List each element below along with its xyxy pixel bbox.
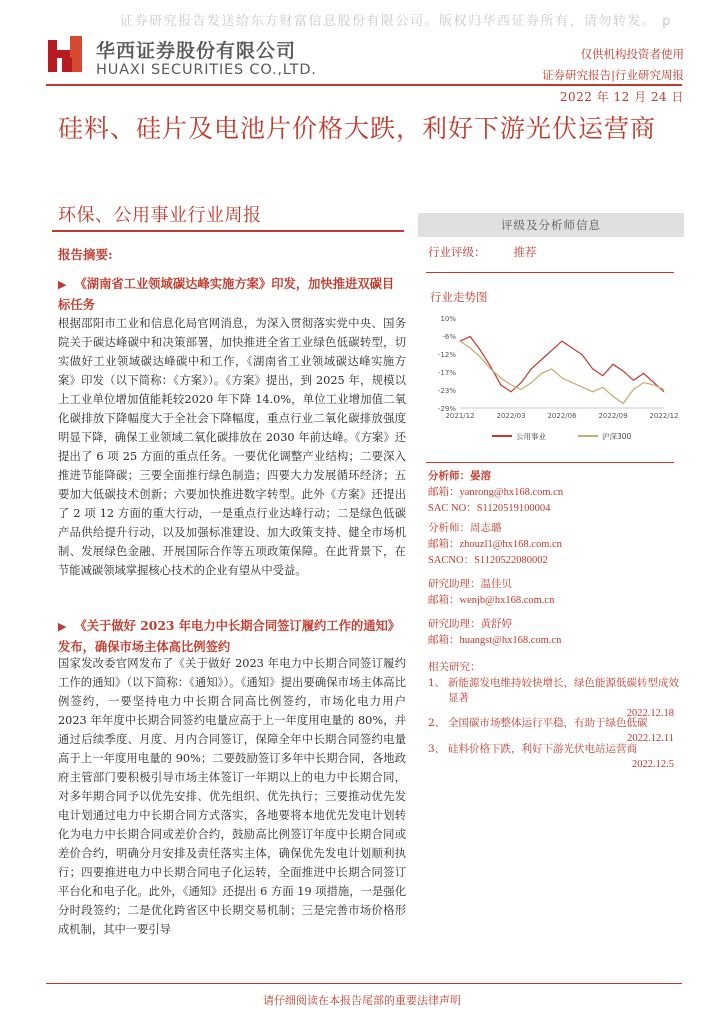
footer-disclaimer: 请仔细阅读在本报告尾部的重要法律声明 — [263, 994, 461, 1007]
analyst-block: 分析师：周志璐 邮箱：zhouzl1@hx168.com.cn SACNO：S1120522080002 — [428, 522, 562, 566]
y-tick-label: -6% — [442, 333, 456, 341]
triangle-bullet-icon: ▶ — [58, 278, 67, 291]
analyst-email: huangst@hx168.com.cn — [459, 635, 562, 646]
x-tick-label: 2021/12 — [445, 412, 475, 420]
triangle-bullet-icon: ▶ — [58, 620, 67, 633]
analyst-email: zhouzl1@hx168.com.cn — [459, 539, 562, 550]
analyst-sac: S1120519100004 — [476, 503, 551, 514]
analyst-block: 研究助理：温佳贝 邮箱：wenjb@hx168.com.cn — [428, 578, 555, 606]
sidebar-divider — [426, 462, 674, 463]
y-tick-label: 10% — [440, 315, 456, 323]
industry-rating: 行业评级： 推荐 — [428, 245, 537, 259]
y-tick-label: -12% — [437, 351, 456, 359]
x-tick-label: 2022/03 — [496, 412, 526, 420]
related-research-heading: 相关研究： — [428, 661, 481, 673]
report-title: 硅料、硅片及电池片价格大跌，利好下游光伏运营商 — [58, 114, 657, 143]
analyst-name: 晏溶 — [470, 470, 491, 482]
analyst-name: 周志璐 — [470, 522, 502, 534]
report-type: 证券研究报告|行业研究周报 — [542, 68, 684, 82]
rating-value: 推荐 — [513, 245, 537, 259]
huaxi-logo-icon — [46, 34, 88, 76]
industry-trend-chart — [430, 310, 679, 450]
header-divider — [46, 84, 682, 86]
sidebar-divider — [426, 272, 674, 273]
y-tick-label: -23% — [437, 387, 456, 395]
section-heading: ▶ 《关于做好 2023 年电力中长期合同签订履约工作的通知》发布，确保市场主体高比例签约 — [58, 618, 401, 654]
company-name-cn: 华西证券股份有限公司 — [96, 40, 297, 62]
report-date: 2022 年 12 月 24 日 — [559, 90, 684, 104]
section-heading: ▶ 《湖南省工业领域碳达峰实施方案》印发，加快推进双碳目标任务 — [58, 276, 395, 312]
legend-label: 公用事业 — [516, 432, 546, 441]
section-body: 国家发改委官网发布了《关于做好 2023 年电力中长期合同签订履约工作的通知》（以下简称：《通知》）。《通知》提出要确保市场主体高比例签约，一要坚持电力中长期合同高比例签约，市场化电力用户 2023 年年度中长期合同签约电量应高于上一年度用电量的 80%，并通过后续季度、月度、月内合同签订，保障全年中长期合同签约电量高于上一年度用电量的 90%；二要鼓励签订多年中长期合同，各地政府主管部门要积极引导市场主体签订一年期以上的电力中长期合同，对多年期合同予以优先安排、优先组织、优先执行；三要推动优先发电计划通过电力中长期合同方式落实，各地要将本地优先发电计划转化为电力中长期合同或差价合约，鼓励高比例签订年度中长期合同或差价合约，明确分月安排及责任落实主体，确保优先发电计划顺利执行；四要推进电力中长期合同电子化运转，全面推进中长期合同签订平台化和电子化。此外，《通知》还提出 6 方面 19 项措施，一是强化分时段签约；二是优化跨省区中长期交易机制；三是完善市场价格形成机制，其中一要引导 — [58, 657, 406, 936]
x-tick-label: 2022/06 — [547, 412, 577, 420]
section-body: 根据邵阳市工业和信息化局官网消息，为深入贯彻落实党中央、国务院关于碳达峰碳中和决策部署，加快推进全省工业绿色低碳转型，切实做好工业领域碳达峰碳中和工作，《湖南省工业领域碳达峰实施方案》印发（以下简称：《方案》）。《方案》提出，到 2025 年，规模以上工业单位增加值能耗较2020 年下降 14.0%，单位工业增加值二氧化碳排放下降幅度大于全社会下降幅度，重点行业二氧化碳排放强度明显下降，确保工业领域二氧化碳排放在 2030 年前达峰。《方案》还提出了 6 项 25 方面的重点任务。一要优化调整产业结构；二要深入推进节能降碳；三要全面推行绿色制造；四要大力发展循环经济；五要加大低碳技术创新；六要加快推进数字转型。此外《方案》还提出了 2 项 12 方面的重大行动，一是重点行业达峰行动；二是绿色低碳产品供给提升行动，以及加强标准建设、加大政策支持、健全市场机制、发展绿色金融、开展国际合作等五项政策保障。在此背景下，在节能减碳领域掌握核心技术的企业有望从中受益。 — [58, 317, 406, 577]
x-tick-label: 2022/09 — [598, 412, 628, 420]
y-tick-label: -29% — [437, 405, 456, 413]
related-research-item[interactable]: 2、 全国碳市场整体运行平稳，有助于绿色低碳 2022.12.11 — [428, 717, 674, 744]
y-tick-label: -17% — [437, 369, 456, 377]
abstract-heading: 报告摘要: — [58, 247, 113, 262]
footer-divider — [46, 983, 682, 984]
rating-heading: 评级及分析师信息 — [501, 218, 601, 232]
legend-label: 沪深300 — [602, 432, 632, 441]
series-line-0 — [460, 337, 664, 392]
related-research-item[interactable]: 3、 硅料价格下跌，利好下游光伏电站运营商 2022.12.5 — [428, 743, 674, 770]
analyst-email: wenjb@hx168.com.cn — [459, 595, 555, 606]
trend-chart-label: 行业走势图 — [430, 290, 488, 304]
analyst-name: 温佳贝 — [480, 578, 512, 590]
series-line-1 — [460, 341, 664, 403]
analyst-email: yanrong@hx168.com.cn — [459, 487, 564, 498]
subtitle-divider — [52, 230, 404, 232]
analyst-block: 研究助理：黄舒婷 邮箱：huangst@hx168.com.cn — [428, 618, 562, 646]
analyst-sac: S1120522080002 — [474, 555, 548, 566]
audience-note: 仅供机构投资者使用 — [580, 47, 684, 61]
x-tick-label: 2022/12 — [649, 412, 679, 420]
report-subtitle: 环保、公用事业行业周报 — [58, 205, 262, 226]
analyst-name: 黄舒婷 — [480, 618, 512, 630]
analyst-block: 分析师：晏溶 邮箱：yanrong@hx168.com.cn SAC NO：S1120519100004 — [428, 470, 564, 514]
company-name-en: HUAXI SECURITIES CO.,LTD. — [96, 62, 317, 78]
related-research-item[interactable]: 1、 新能源发电维持较快增长，绿色能源低碳转型成效显著 2022.12.18 — [428, 677, 679, 719]
watermark-text: 证券研究报告发送给东方财富信息股份有限公司。版权归华西证券所有，请勿转发。 p — [120, 14, 672, 29]
